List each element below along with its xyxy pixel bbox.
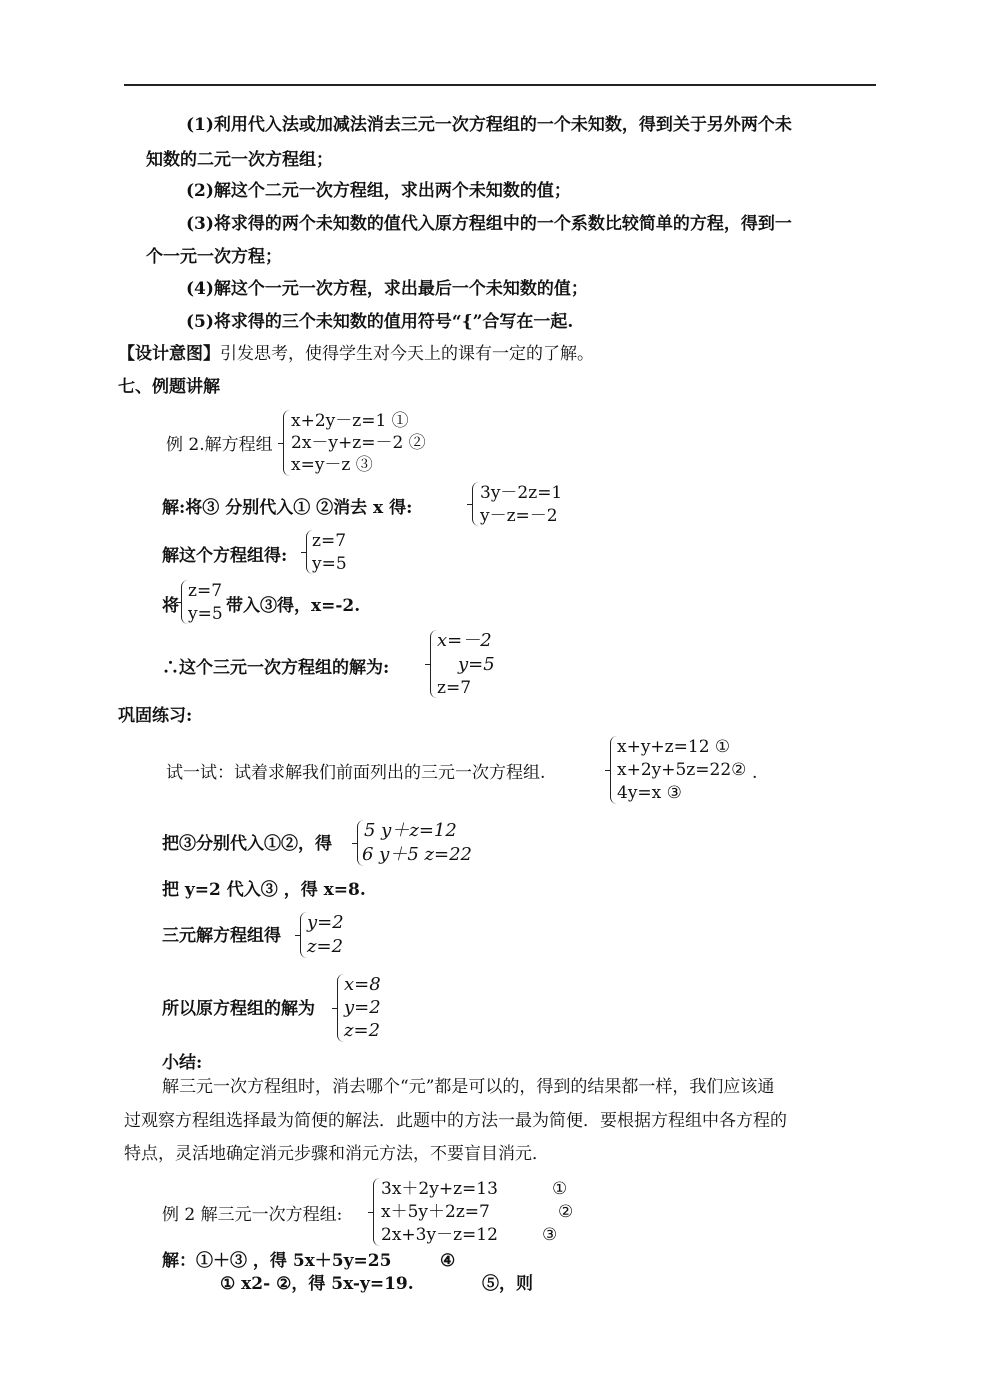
example-1-eq-2: 2x－y+z=－2 ②	[291, 433, 426, 453]
step-3-line-2: 个一元一次方程；	[146, 247, 282, 267]
practice-ternary-eq-2: z=2	[307, 936, 344, 957]
solution-1-step-3-eq-2: y=5	[188, 604, 223, 624]
practice-ternary-eq-1: y=2	[307, 912, 344, 933]
summary-heading: 小结:	[162, 1053, 203, 1073]
example-2-eq-1: 3x＋2y+z=13	[381, 1179, 498, 1199]
step-1-line-2: 知数的二元一次方程组；	[146, 150, 333, 170]
practice-try-period: .	[752, 763, 758, 783]
summary-line-2: 过观察方程组选择最为简便的解法．此题中的方法一最为简便．要根据方程组中各方程的	[124, 1111, 787, 1131]
solution-1-step-3-eq-1: z=7	[188, 581, 223, 601]
practice-substitution-text: 把③分别代入①②，得	[162, 834, 332, 854]
example-1-label: 例 2.解方程组	[166, 435, 273, 455]
example-1-eq-3: x=y－z ③	[291, 455, 373, 475]
example-2-marker-2: ②	[558, 1202, 574, 1222]
practice-substitution-eq-1: 5 y＋z=12	[364, 820, 457, 841]
step-3-line-1: (3)将求得的两个未知数的值代入原方程组中的一个系数比较简单的方程，得到一	[186, 214, 792, 234]
step-2: (2)解这个二元一次方程组，求出两个未知数的值；	[186, 181, 571, 201]
solution-1-conclusion-eq-2: y=5	[458, 654, 495, 675]
example-2-solution-line-2-tail: ⑤，则	[482, 1274, 533, 1294]
practice-substitution-eq-2: 6 y＋5 z=22	[362, 844, 472, 865]
solution-1-conclusion-eq-3: z=7	[437, 678, 472, 698]
solution-1-step-1-eq-1: 3y－2z=1	[480, 483, 563, 503]
solution-1-step-1-brace	[472, 482, 479, 526]
step-5: (5)将求得的三个未知数的值用符号“{”合写在一起.	[186, 312, 574, 332]
example-2-solution-line-1-marker: ④	[440, 1251, 456, 1271]
step-4: (4)解这个一元一次方程，求出最后一个未知数的值；	[186, 279, 588, 299]
example-2-eq-3: 2x+3y－z=12	[381, 1225, 498, 1245]
example-2-brace	[373, 1178, 380, 1246]
example-2-marker-3: ③	[542, 1225, 558, 1245]
practice-heading: 巩固练习:	[118, 706, 193, 726]
header-rule	[124, 84, 876, 86]
practice-final-eq-1: x=8	[344, 974, 381, 995]
practice-try-brace	[610, 736, 617, 804]
solution-1-step-3-brace	[181, 580, 188, 624]
solution-1-step-1-eq-2: y－z=－2	[480, 506, 558, 526]
practice-ternary-text: 三元解方程组得	[162, 926, 281, 946]
practice-y-line: 把 y=2 代入③ ，得 x=8.	[162, 880, 366, 900]
solution-1-step-2: 解这个方程组得:	[162, 546, 288, 566]
summary-line-1: 解三元一次方程组时，消去哪个“元”都是可以的，得到的结果都一样，我们应该通	[162, 1077, 775, 1097]
practice-ternary-brace	[300, 912, 307, 958]
practice-final-text: 所以原方程组的解为	[162, 999, 315, 1019]
practice-final-brace	[337, 974, 344, 1042]
practice-try-text: 试一试：试着求解我们前面列出的三元一次方程组.	[166, 763, 546, 783]
solution-1-step-1: 解:将③ 分别代入① ②消去 x 得:	[162, 498, 413, 518]
solution-1-step-2-eq-1: z=7	[312, 531, 347, 551]
practice-try-eq-3: 4y=x ③	[617, 783, 682, 803]
practice-try-eq-1: x+y+z=12 ①	[617, 737, 731, 757]
step-1-line-1: (1)利用代入法或加减法消去三元一次方程组的一个未知数，得到关于另外两个未	[186, 115, 792, 135]
design-intent-label: 【设计意图】	[118, 344, 220, 364]
section-heading: 七、例题讲解	[118, 377, 220, 397]
example-2-label: 例 2 解三元一次方程组:	[162, 1205, 343, 1225]
solution-1-conclusion-brace	[430, 630, 437, 698]
summary-line-3: 特点，灵活地确定消元步骤和消元方法，不要盲目消元．	[124, 1144, 549, 1164]
practice-final-eq-3: z=2	[344, 1020, 381, 1041]
solution-1-step-2-eq-2: y=5	[312, 554, 347, 574]
example-2-solution-line-2: ① x2- ②，得 5x-y=19.	[220, 1274, 414, 1294]
solution-1-conclusion: ∴这个三元一次方程组的解为:	[162, 658, 390, 678]
example-1-eq-1: x+2y－z=1 ①	[291, 411, 409, 431]
solution-1-step-3-suffix: 带入③得，x=-2.	[226, 596, 361, 616]
example-1-brace	[283, 410, 290, 476]
example-2-eq-2: x＋5y＋2z=7	[381, 1202, 490, 1222]
solution-1-step-3-prefix: 将	[162, 596, 179, 616]
design-intent-text: 引发思考，使得学生对今天上的课有一定的了解。	[220, 344, 594, 364]
solution-1-conclusion-eq-1: x=－2	[437, 630, 492, 651]
practice-final-eq-2: y=2	[344, 997, 381, 1018]
example-2-solution-line-1: 解：①＋③ ，得 5x＋5y=25	[162, 1251, 392, 1271]
practice-try-eq-2: x+2y+5z=22②	[617, 760, 747, 780]
example-2-marker-1: ①	[552, 1179, 568, 1199]
design-intent	[118, 343, 594, 365]
